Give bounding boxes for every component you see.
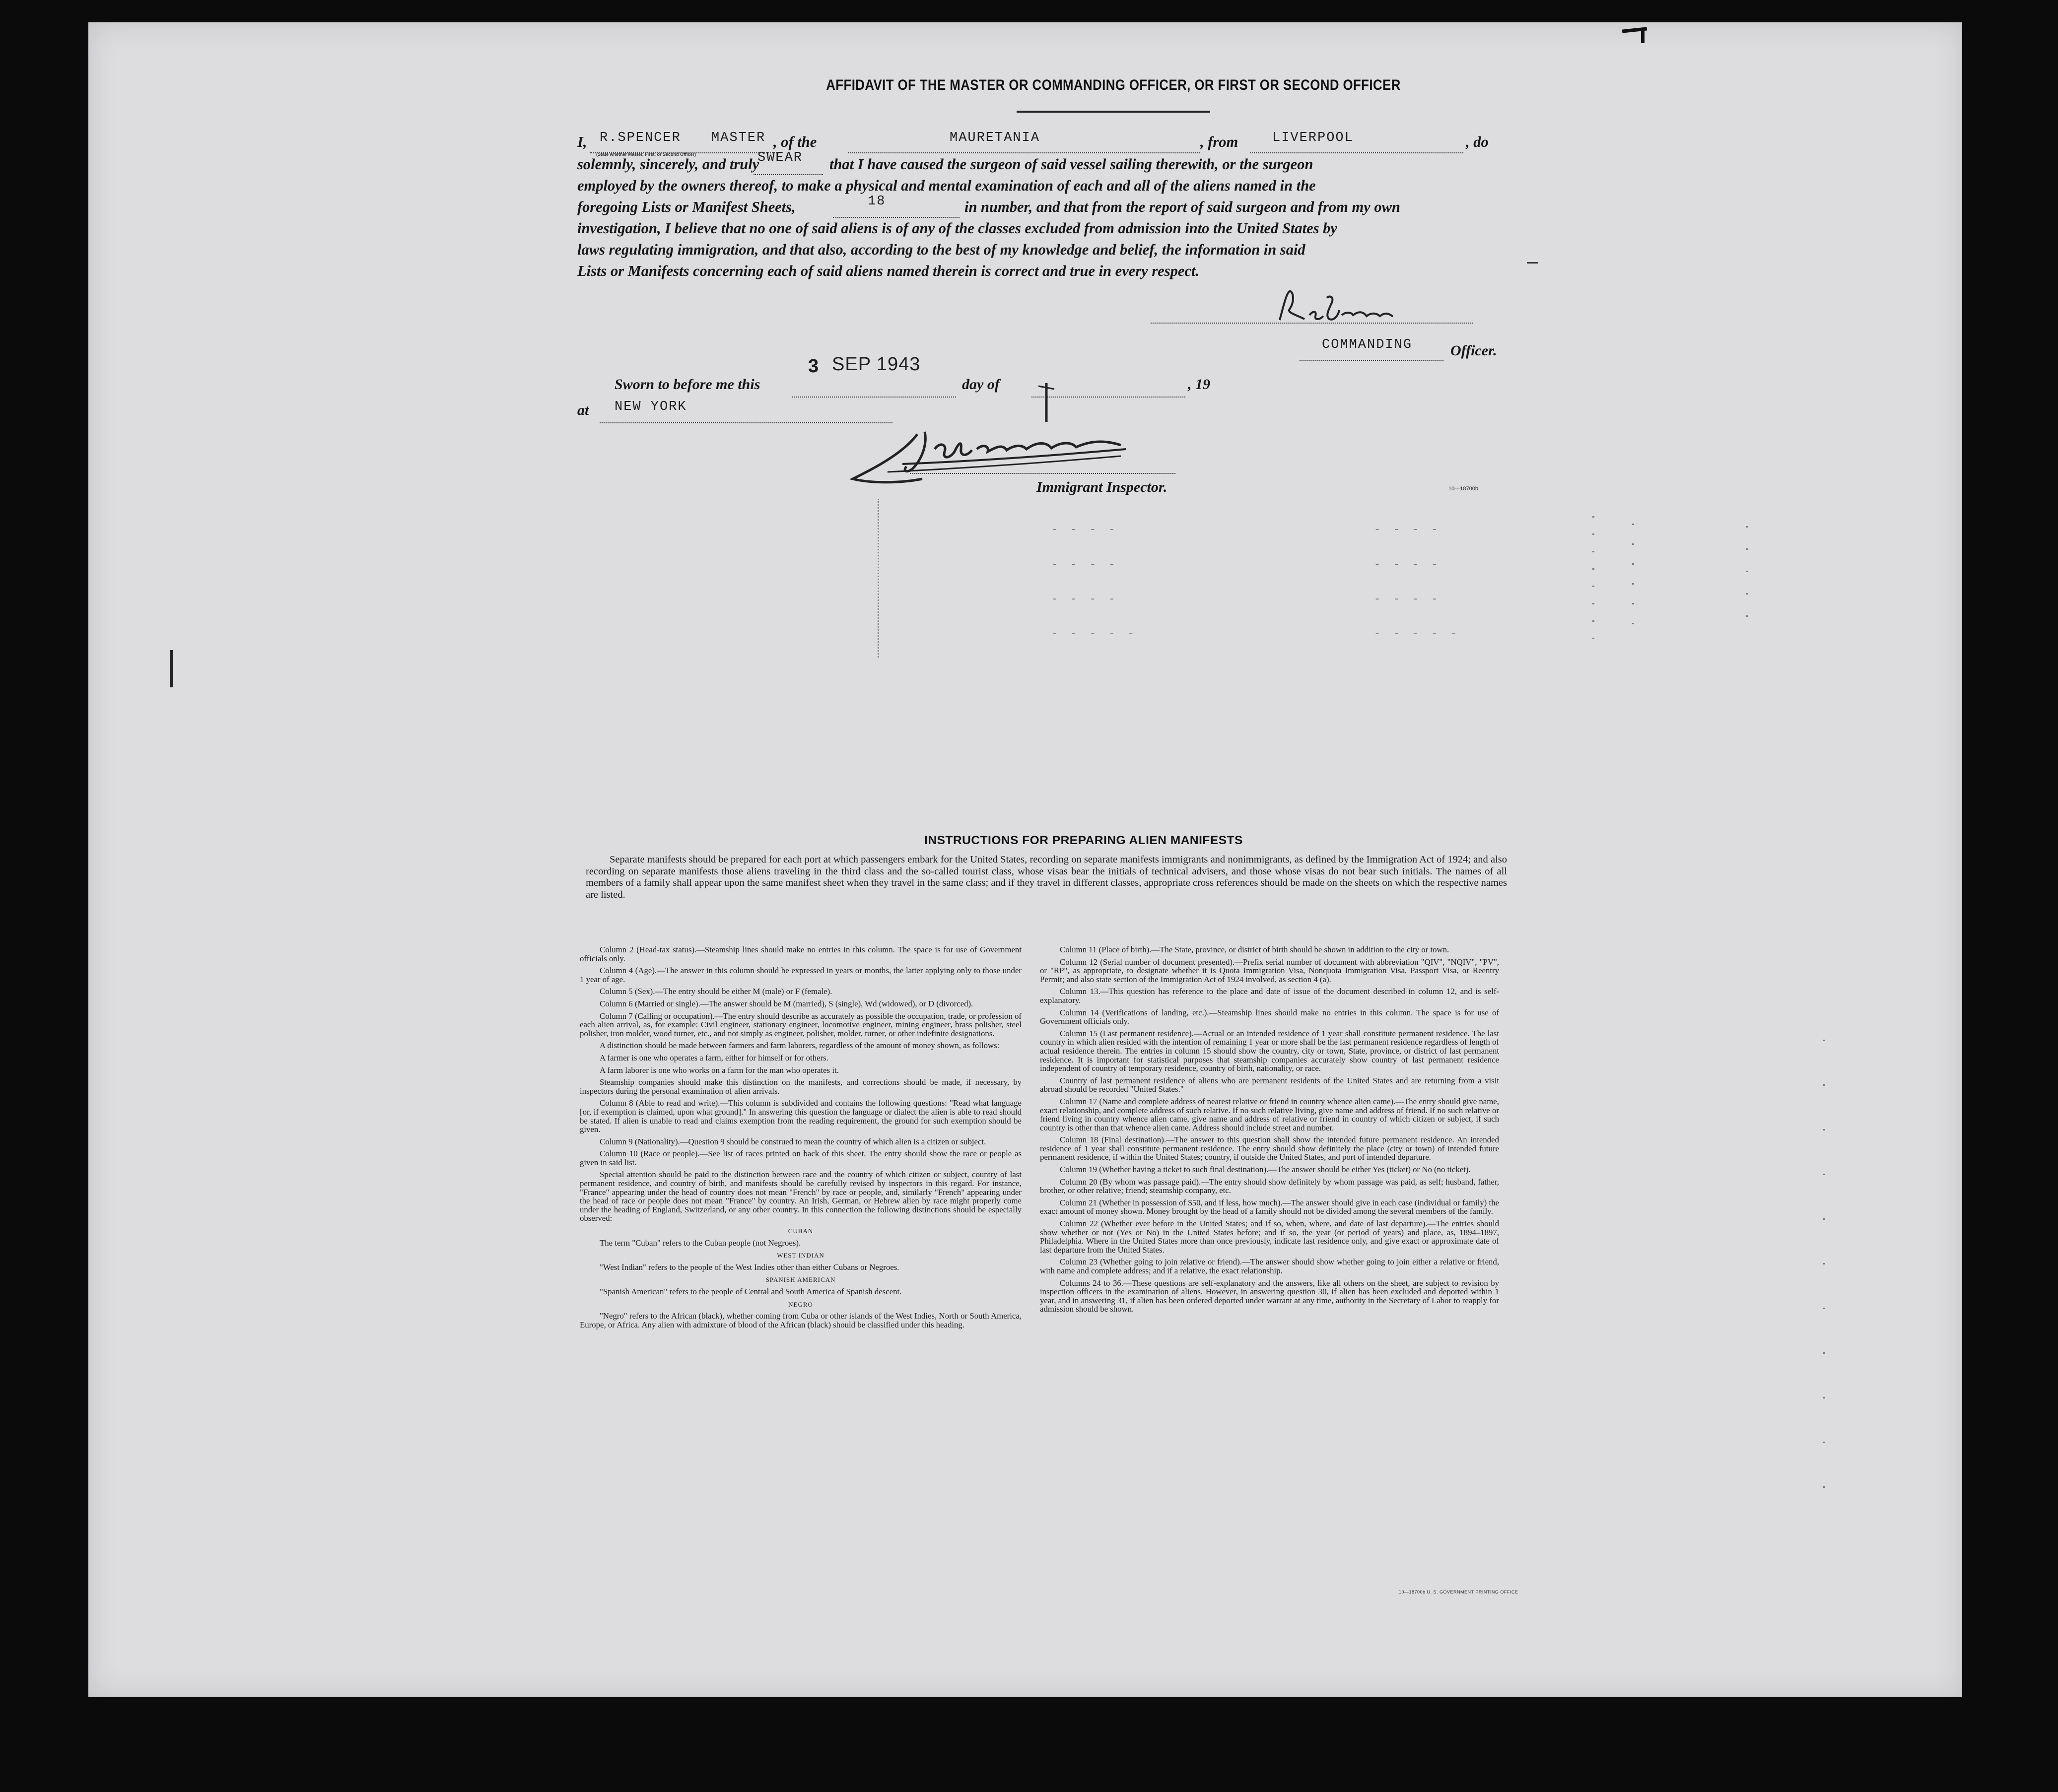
instruction-paragraph: Column 8 (Able to read and write).—This column is subdivided and contains the following questions: "Read what language [or, if exemption is claimed, upon what ground]." In answering this question the language or dialect the alien is able to read should be stated. If alien is unable to read and claims exemption from the reading requirement, the ground for such exemption should be given.: [580, 1098, 1022, 1134]
faint-dashes: - - - -: [1374, 593, 1441, 605]
master-name: R.SPENCER: [600, 131, 681, 145]
race-definition: "Negro" refers to the African (black), whether coming from Cuba or other islands of the West Indies, North or South America, Europe, or Africa. Any alien with admixture of blood of the African (black) should be classified under this heading.: [580, 1311, 1022, 1329]
manifest-sheet: [88, 22, 1962, 1697]
instruction-paragraph: Column 14 (Verifications of landing, etc.).—Steamship lines should make no entries in this column. The space is for use of Government officials only.: [1040, 1007, 1499, 1026]
sheet-count: 18: [868, 194, 886, 209]
instructions-right-column: [1040, 945, 1499, 1317]
officer-signature-line: [1151, 323, 1473, 324]
faint-dashes: - - - -: [1374, 524, 1441, 536]
race-definition: The term "Cuban" refers to the Cuban people (not Negroes).: [600, 1238, 801, 1248]
title-rule: [1017, 111, 1210, 113]
faint-dot-column: [1592, 516, 1597, 655]
at-label: at: [577, 402, 589, 418]
affidavit-from: , from: [1200, 133, 1238, 150]
vessel-name: MAURETANIA: [950, 131, 1040, 145]
instruction-paragraph: Column 21 (Whether in possession of $50, and if less, how much).—The answer should give in each case (individual or family) the exact amount of money shown. Money brought by the head of a family should not be divided among the several members of the family.: [1040, 1197, 1499, 1216]
faint-dot-column: [1746, 526, 1751, 665]
instruction-paragraph: Column 5 (Sex).—The entry should be either M (male) or F (female).: [600, 987, 832, 996]
affidavit-line-2a: solemnly, sincerely, and truly: [577, 156, 759, 173]
affidavit-line-3: employed by the owners thereof, to make a physical and mental examination of each and all of the aliens named in the: [577, 177, 1316, 194]
sworn-date: SEP 1943: [832, 354, 921, 375]
instruction-paragraph: Column 10 (Race or people).—See list of races printed on back of this sheet. The entry should show the race or people as given in said list.: [580, 1149, 1022, 1167]
day-of-label: day of: [962, 376, 1000, 393]
instruction-paragraph: Column 2 (Head-tax status).—Steamship lines should make no entries in this column. The space is for use of Government officials only.: [580, 945, 1022, 963]
faint-dashes: - - - -: [1374, 558, 1441, 571]
left-edge-mark: [170, 650, 173, 687]
form-code: 10—18700b: [1448, 486, 1478, 492]
sworn-day: 3: [808, 356, 820, 377]
rank-caption: (State whether Master, First, or Second Officer): [596, 152, 696, 157]
sheet-count-blank: [833, 199, 960, 218]
affidavit-title: AFFIDAVIT OF THE MASTER OR COMMANDING OFFICER, OR FIRST OR SECOND OFFICER: [826, 77, 1401, 93]
instruction-paragraph: Column 18 (Final destination).—The answer to this question shall show the intended future permanent residence. An intended residence of 1 year shall constitute permanent residence. The entry should show definitely the place (city or town) of intended future permanent residence, if within the United States; country, if outside the United States, and port of intended departure.: [1040, 1135, 1499, 1162]
signature-text: R.S.Spencer: [1270, 285, 1272, 286]
faint-dashes: - - - - -: [1374, 628, 1460, 640]
departure-port: LIVERPOOL: [1272, 131, 1354, 145]
corner-mark: [1641, 30, 1645, 43]
affidavit-i: I,: [577, 133, 587, 150]
instruction-paragraph: Column 20 (By whom was passage paid).—The entry should show definitely by whom passage was paid, as self; husband, father, brother, or other relative; friend; steamship company, etc.: [1040, 1177, 1499, 1195]
year-prefix: , 19: [1188, 376, 1210, 393]
instruction-paragraph: A farm laborer is one who works on a farm for the man who operates it.: [600, 1065, 839, 1075]
officer-label: Officer.: [1450, 342, 1497, 359]
officer-type: COMMANDING: [1322, 337, 1413, 352]
affidavit-line-6: laws regulating immigration, and that also, according to the best of my knowledge and belief, the information in said: [577, 241, 1305, 258]
race-definition: "Spanish American" refers to the people of Central and South America of Spanish descent.: [600, 1287, 902, 1296]
instruction-paragraph: Country of last permanent residence of aliens who are permanent residents of the United States and are returning from a visit abroad should be recorded "United States.": [1040, 1075, 1499, 1094]
instruction-paragraph: Column 22 (Whether ever before in the United States; and if so, when, where, and date of last departure).—The entries should show whether or not (Yes or No) in the United States before; and if so, the year (or period of years) and place, as, 1894–1897, Philadelphia. Where in the United States more than once previously, indicate last residence only, and give exact or approximate date of last departure from the United States.: [1040, 1219, 1499, 1255]
faint-rule: [878, 499, 881, 658]
race-heading: CUBAN: [788, 1227, 814, 1235]
printing-office-footer: 10—18700b U. S. GOVERNMENT PRINTING OFFICE: [1399, 1590, 1518, 1594]
instruction-paragraph: Column 11 (Place of birth).—The State, province, or district of birth should be shown in addition to the city or town.: [1060, 945, 1449, 954]
faint-dashes: - - - -: [1051, 593, 1118, 605]
instruction-paragraph: Steamship companies should make this distinction on the manifests, and corrections should be made, if necessary, by inspectors during the personal examination of alien arrivals.: [580, 1077, 1022, 1096]
race-definition: "West Indian" refers to the people of the West Indies other than either Cubans or Negroes.: [600, 1262, 899, 1272]
instruction-paragraph: Column 12 (Serial number of document presented).—Prefix serial number of document with abbreviation "QIV", "NQIV", "PV", or "RP", as appropriate, to designate whether it is Quota Immigration Visa, Nonquota Immigration Visa, Passport Visa, or Reentry Permit; and also state section of the Immigration Act of 1924 involved, as section 4 (a).: [1040, 957, 1499, 984]
sworn-text: Sworn to before me this: [615, 376, 760, 393]
inspector-signature: [843, 414, 1200, 489]
faint-dashes: - - - - -: [1051, 628, 1137, 640]
instructions-left-column: [580, 945, 1022, 1332]
instruction-paragraph: Column 15 (Last permanent residence).—Actual or an intended residence of 1 year shall constitute permanent residence. The last country in which alien resided with the intention of remaining 1 year or more shall be the last permanent residence regardless of length of actual residence therein. The entries in column 15 should show the country, city or town, State, province, or district of last permanent residence. It is important for statistical purposes that steamship companies accurately show country of last permanent residence independent of country of temporary residence, country of birth, nationality, or race.: [1040, 1028, 1499, 1073]
affidavit-line-4a: foregoing Lists or Manifest Sheets,: [577, 199, 796, 215]
instruction-paragraph: Column 9 (Nationality).—Question 9 should be construed to mean the country of which alien is a citizen or subject.: [600, 1136, 986, 1146]
affidavit-line-7: Lists or Manifests concerning each of said aliens named therein is correct and true in every respect.: [577, 263, 1200, 279]
affidavit-line-5: investigation, I believe that no one of said aliens is of any of the classes excluded from admission into the United States by: [577, 220, 1337, 237]
affidavit-of-the: , of the: [773, 133, 817, 150]
instruction-paragraph: Column 13.—This question has reference to the place and date of issue of the document described in column 12, and is self-explanatory.: [1040, 987, 1499, 1005]
instruction-paragraph: Column 7 (Calling or occupation).—The entry should describe as accurately as possible the occupation, trade, or profession of each alien arrival, as, for example: Civil engineer, stationary engineer, locomotive engineer, mining engineer, brass polisher, steel polisher, iron molder, wood turner, etc., and not simply as engineer, polisher, molder, turner, or other indefinite designations.: [580, 1011, 1022, 1038]
affidavit-line-4b: in number, and that from the report of said surgeon and from my own: [964, 199, 1400, 215]
instruction-paragraph: Column 4 (Age).—The answer in this column should be expressed in years or months, the latter applying only to those under 1 year of age.: [580, 966, 1022, 984]
officer-type-blank: [1300, 342, 1443, 361]
faint-dashes: - - - -: [1051, 558, 1118, 571]
instructions-intro: Separate manifests should be prepared for each port at which passengers embark for the United States, recording on separate manifests immigrants and nonimmigrants, as defined by the Immigration Act of 1924; and also recording on separate manifests those aliens traveling in the third class and the so-called tourist class, whose visas bear the initials of technical advisers, and those whose visas do not bear such initials. The names of all members of a family shall appear upon the same manifest sheet when they travel in the same class; and if they travel in different classes, appropriate cross references should be made on the sheets on which the respective names are listed.: [586, 854, 1507, 900]
instructions-title: INSTRUCTIONS FOR PREPARING ALIEN MANIFESTS: [924, 834, 1243, 847]
instruction-paragraph: Column 23 (Whether going to join relative or friend).—The answer should show whether going to join either a relative or friend, with name and complete address; and if a relative, the exact relationship.: [1040, 1257, 1499, 1275]
race-heading: SPANISH AMERICAN: [765, 1276, 836, 1284]
faint-dot-column: [1632, 524, 1637, 663]
instruction-paragraph: A distinction should be made between farmers and farm laborers, regardless of the amount of money shown, as follows:: [600, 1041, 1000, 1051]
race-heading: NEGRO: [788, 1300, 813, 1308]
faint-dashes: - - - -: [1051, 524, 1118, 536]
affidavit-do: , do: [1466, 133, 1489, 150]
inspector-signature-text: John Rostrom: [843, 414, 846, 415]
instruction-paragraph: A farmer is one who operates a farm, either for himself or for others.: [600, 1053, 828, 1062]
instruction-paragraph: Column 19 (Whether having a ticket to such final destination).—The answer should be either Yes (ticket) or No (no ticket).: [1060, 1165, 1471, 1175]
instruction-paragraph: Column 17 (Name and complete address of nearest relative or friend in country whence alien came).—The entry should give name, exact relationship, and complete address of such relative. If no such relative living, give name and address of friend. If no such relative or friend living in country whence alien came, give name and address of relative or friend in country of which citizen or subject, if such country is other than that whence alien came. Address should include street and number.: [1040, 1096, 1499, 1132]
margin-dash: [1527, 262, 1538, 264]
instruction-paragraph: Column 6 (Married or single).—The answer should be M (married), S (single), Wd (widowed), or D (divorced).: [600, 998, 973, 1008]
officer-rank: MASTER: [711, 131, 766, 145]
inspector-signature-line: [910, 473, 1175, 474]
affidavit-line-2b: that I have caused the surgeon of said vessel sailing therewith, or the surgeon: [829, 156, 1313, 173]
instruction-paragraph: Special attention should be paid to the distinction between race and the country of which citizen or subject, country of last permanent residence, and country of birth, and manifests should be carefully revised by inspectors in this regard. For instance, "France" appearing under the head of country does not mean "French" by race or people, and, similarly "French" appearing under the head of race or people does not mean "France" by country. An Irish, German, or Hebrew alien by race might properly come under the heading of England, Switzerland, or any other country. In this connection the following distinctions should be especially observed:: [580, 1170, 1022, 1223]
inspector-label: Immigrant Inspector.: [1036, 479, 1167, 495]
faint-dot-column: [1823, 1040, 1828, 1536]
oath-word: SWEAR: [757, 150, 803, 165]
race-heading: WEST INDIAN: [777, 1252, 824, 1260]
instruction-paragraph: Columns 24 to 36.—These questions are self-explanatory and the answers, like all others on the sheet, are subject to revision by inspection officers in the examination of aliens. However, in answering question 30, if alien has been excluded and deported within 1 year, and in answering 31, if alien has been ordered deported under warrant at any time, authority in the Secretary of Labor to reapply for admission should be shown.: [1040, 1278, 1499, 1314]
sworn-place: NEW YORK: [615, 399, 687, 414]
sworn-day-blank: [792, 379, 956, 398]
